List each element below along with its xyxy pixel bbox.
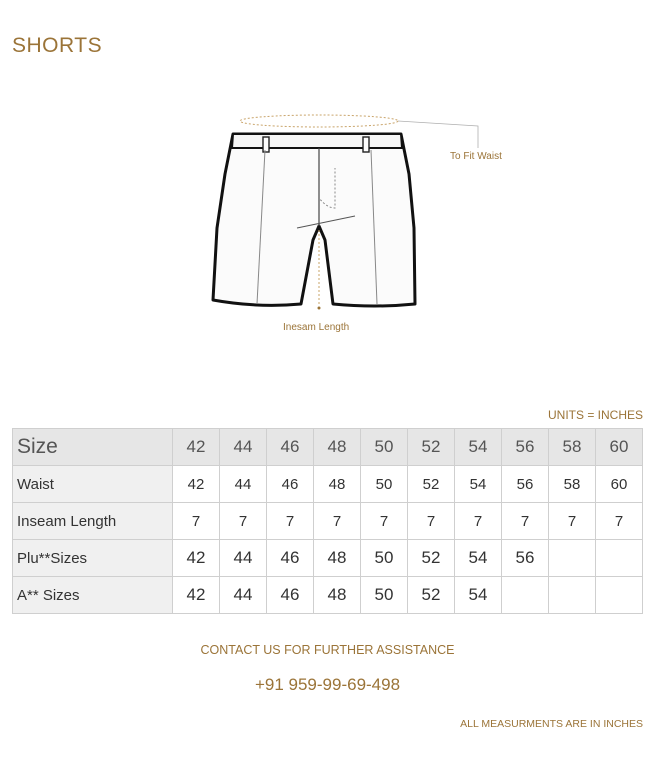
table-cell: 7 (361, 503, 408, 540)
footer-note: ALL MEASURMENTS ARE IN INCHES (460, 718, 643, 730)
table-cell (549, 577, 596, 614)
table-cell (502, 577, 549, 614)
table-cell: 56 (502, 466, 549, 503)
table-cell (596, 540, 643, 577)
table-cell: 58 (549, 466, 596, 503)
waistband (232, 134, 402, 148)
header-size: 42 (173, 429, 220, 466)
table-cell: 7 (173, 503, 220, 540)
row-label: Plu**Sizes (13, 540, 173, 577)
table-cell (596, 577, 643, 614)
table-cell: 46 (267, 540, 314, 577)
belt-loop-right (363, 137, 369, 152)
table-cell: 50 (361, 540, 408, 577)
row-label: A** Sizes (13, 577, 173, 614)
table-cell: 48 (314, 577, 361, 614)
header-size: 52 (408, 429, 455, 466)
table-cell (549, 540, 596, 577)
table-cell: 7 (220, 503, 267, 540)
table-cell: 44 (220, 540, 267, 577)
table-row-inseam (13, 503, 643, 540)
table-cell: 7 (455, 503, 502, 540)
table-cell: 7 (596, 503, 643, 540)
table-cell: 50 (361, 577, 408, 614)
units-note: UNITS = INCHES (547, 408, 643, 422)
page-title: SHORTS (12, 34, 103, 57)
waist-label: To Fit Waist (450, 151, 502, 162)
size-chart-table (12, 428, 643, 614)
table-cell: 7 (314, 503, 361, 540)
contact-phone[interactable]: +91 959-99-69-498 (254, 675, 401, 694)
table-cell: 48 (314, 466, 361, 503)
table-row-a-sizes (13, 577, 643, 614)
table-cell: 48 (314, 540, 361, 577)
table-cell: 52 (408, 540, 455, 577)
row-label: Waist (13, 466, 173, 503)
inseam-marker (318, 307, 321, 310)
table-row-waist (13, 466, 643, 503)
inseam-label: Inesam Length (283, 322, 350, 333)
header-size: 46 (267, 429, 314, 466)
header-size: 60 (596, 429, 643, 466)
table-cell: 42 (173, 577, 220, 614)
header-size: 48 (314, 429, 361, 466)
table-header-row (13, 429, 643, 466)
table-cell: 46 (267, 577, 314, 614)
header-size: 54 (455, 429, 502, 466)
header-size: 50 (361, 429, 408, 466)
table-cell: 7 (267, 503, 314, 540)
table-cell: 54 (455, 466, 502, 503)
table-cell: 44 (220, 577, 267, 614)
belt-loop-left (263, 137, 269, 152)
waist-leader-line (398, 121, 478, 148)
contact-text: CONTACT US FOR FURTHER ASSISTANCE (200, 643, 455, 657)
shorts-illustration (205, 108, 525, 338)
table-cell: 7 (549, 503, 596, 540)
shorts-outline (213, 134, 415, 306)
table-cell: 42 (173, 466, 220, 503)
table-cell: 54 (455, 540, 502, 577)
row-label: Inseam Length (13, 503, 173, 540)
waist-ellipse (240, 115, 398, 127)
table-cell: 46 (267, 466, 314, 503)
header-label: Size (13, 429, 173, 466)
header-size: 56 (502, 429, 549, 466)
header-size: 44 (220, 429, 267, 466)
table-cell: 7 (408, 503, 455, 540)
table-row-plus-sizes (13, 540, 643, 577)
header-size: 58 (549, 429, 596, 466)
table-cell: 60 (596, 466, 643, 503)
shorts-drawing (205, 108, 525, 338)
table-cell: 42 (173, 540, 220, 577)
table-cell: 50 (361, 466, 408, 503)
table-cell: 7 (502, 503, 549, 540)
table-cell: 54 (455, 577, 502, 614)
table-cell: 52 (408, 466, 455, 503)
table-cell: 56 (502, 540, 549, 577)
table-cell: 52 (408, 577, 455, 614)
table-cell: 44 (220, 466, 267, 503)
